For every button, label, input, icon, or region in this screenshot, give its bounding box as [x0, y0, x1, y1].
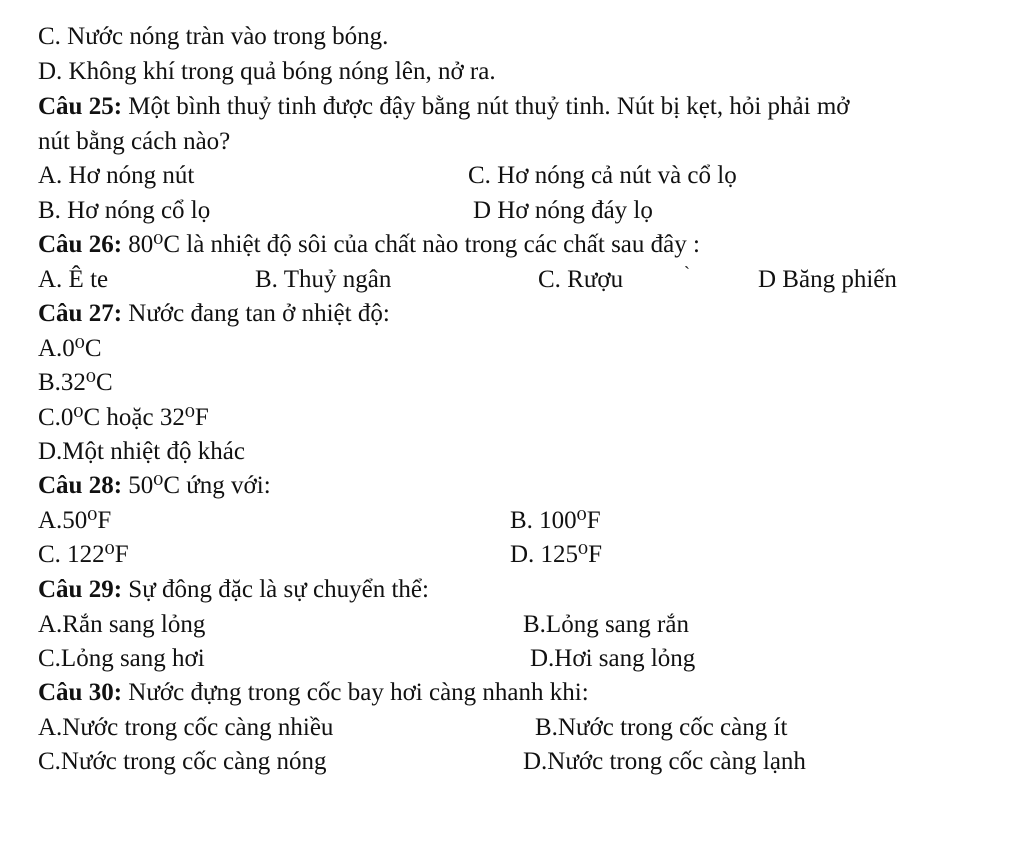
question-28-option-b: B. 100⁰F: [510, 507, 601, 534]
question-27-option-a: A.0⁰C: [38, 335, 102, 362]
question-25: [38, 92, 850, 122]
question-27-text: Nước đang tan ở nhiệt độ:: [122, 300, 390, 327]
question-26-stray-mark: `: [684, 263, 690, 283]
question-28-label: Câu 28:: [38, 472, 123, 499]
question-28-option-c: C. 122⁰F: [38, 541, 129, 568]
question-29: [38, 575, 429, 605]
question-29-option-a: A.Rắn sang lỏng: [38, 611, 206, 638]
question-25-option-b: B. Hơ nóng cổ lọ: [38, 197, 211, 224]
question-30-label: Câu 30:: [38, 679, 123, 706]
question-26: [38, 230, 700, 260]
question-27-option-b: B.32⁰C: [38, 369, 113, 396]
question-26-option-d: D Băng phiến: [758, 266, 897, 293]
question-26-option-a: A. Ê te: [38, 266, 109, 293]
question-29-text: Sự đông đặc là sự chuyển thể:: [122, 576, 429, 603]
question-26-option-c: C. Rượu: [538, 266, 624, 293]
question-30-text: Nước đựng trong cốc bay hơi càng nhanh khi:: [122, 679, 589, 706]
question-28-option-d: D. 125⁰F: [510, 541, 602, 568]
question-30-option-c: C.Nước trong cốc càng nóng: [38, 748, 327, 775]
question-27-option-d: D.Một nhiệt độ khác: [38, 438, 245, 465]
question-25-option-a: A. Hơ nóng nút: [38, 162, 195, 189]
question-29-option-d: D.Hơi sang lỏng: [530, 645, 696, 672]
question-28-text: 50⁰C ứng với:: [122, 472, 271, 499]
question-26-text: 80⁰C là nhiệt độ sôi của chất nào trong các chất sau đây :: [122, 231, 700, 258]
question-25-option-d: D Hơ nóng đáy lọ: [473, 197, 653, 224]
question-27-option-c: C.0⁰C hoặc 32⁰F: [38, 404, 209, 431]
question-30-option-a: A.Nước trong cốc càng nhiều: [38, 714, 334, 741]
question-28: [38, 471, 271, 501]
question-26-option-b: B. Thuỷ ngân: [255, 266, 392, 293]
prev-option-d: D. Không khí trong quả bóng nóng lên, nở ra.: [38, 58, 496, 85]
question-25-text-line2: nút bằng cách nào?: [38, 128, 231, 155]
question-30-option-b: B.Nước trong cốc càng ít: [535, 714, 788, 741]
question-27: [38, 299, 390, 329]
question-30-option-d: D.Nước trong cốc càng lạnh: [523, 748, 806, 775]
question-26-label: Câu 26:: [38, 231, 123, 258]
question-29-option-c: C.Lỏng sang hơi: [38, 645, 205, 672]
question-29-option-b: B.Lỏng sang rắn: [523, 611, 689, 638]
question-29-label: Câu 29:: [38, 576, 123, 603]
prev-option-c: C. Nước nóng tràn vào trong bóng.: [38, 23, 389, 50]
question-28-option-a: A.50⁰F: [38, 507, 112, 534]
question-25-label: Câu 25:: [38, 93, 123, 120]
question-27-label: Câu 27:: [38, 300, 123, 327]
question-25-text-line1: Một bình thuỷ tinh được đậy bằng nút thuỷ tinh. Nút bị kẹt, hỏi phải mở: [122, 93, 850, 120]
question-25-option-c: C. Hơ nóng cả nút và cổ lọ: [468, 162, 737, 189]
question-30: [38, 678, 589, 708]
